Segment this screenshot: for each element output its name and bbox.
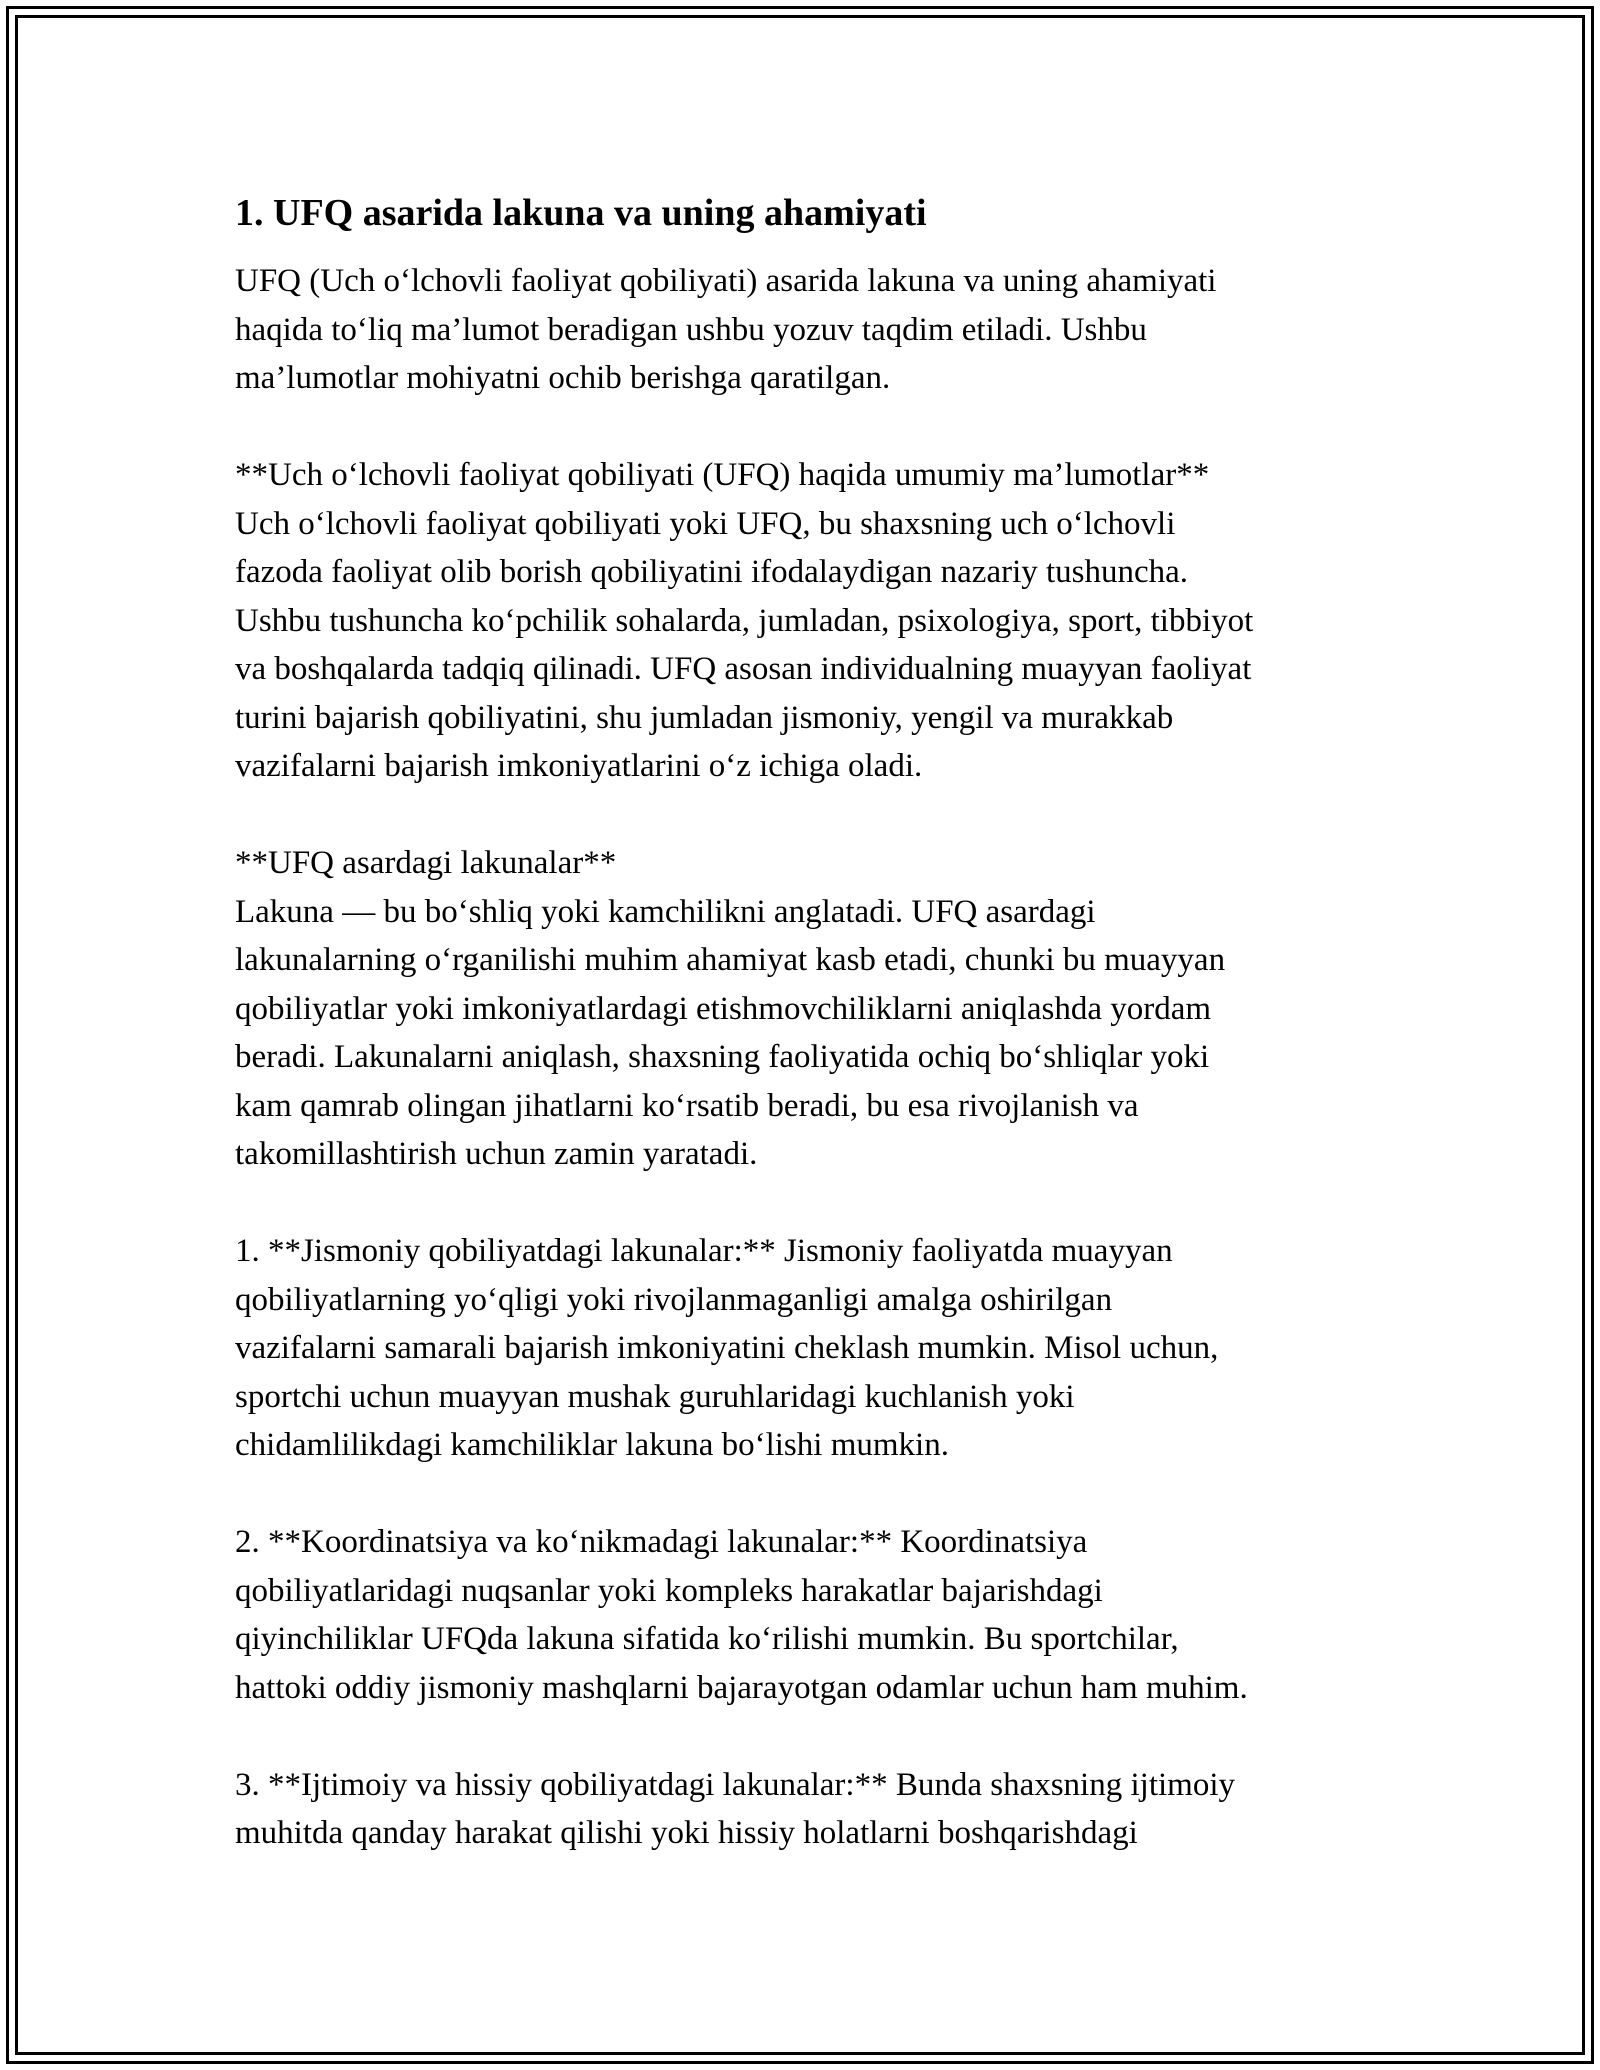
document-body — [235, 180, 1395, 1858]
paragraph-ufq-overview: **Uch o‘lchovli faoliyat qobiliyati (UFQ) haqida umumiy ma’lumotlar** Uch o‘lchovli faoliyat qobiliyati yoki UFQ, bu shaxsning uch o‘lchovli fazoda faoliyat olib borish qobiliyatini ifodalaydigan nazariy tushuncha. Ushbu tushuncha ko‘pchilik sohalarda, jumladan, psixologiya, sport, tibbiyot va boshqalarda tadqiq qilinadi. UFQ asosan individualning muayyan faoliyat turini bajarish qobiliyatini, shu jumladan jismoniy, yengil va murakkab vazifalarni bajarish imkoniyatlarini o‘z ichiga oladi. — [235, 457, 1254, 784]
paragraph-intro: UFQ (Uch o‘lchovli faoliyat qobiliyati) asarida lakuna va uning ahamiyati haqida to‘liq ma’lumot beradigan ushbu yozuv taqdim etiladi. Ushbu ma’lumotlar mohiyatni ochib berishga qaratilgan. — [235, 263, 1217, 396]
list-item-coordination-lacunae: 2. **Koordinatsiya va ko‘nikmadagi lakunalar:** Koordinatsiya qobiliyatlaridagi nuqsanlar yoki kompleks harakatlar bajarishdagi qiyinchiliklar UFQda lakuna sifatida ko‘rilishi mumkin. Bu sportchilar, hattoki oddiy jismoniy mashqlarni bajarayotgan odamlar uchun ham muhim. — [235, 1524, 1248, 1706]
document-heading: 1. UFQ asarida lakuna va uning ahamiyati — [235, 192, 927, 234]
list-item-social-emotional-lacunae: 3. **Ijtimoiy va hissiy qobiliyatdagi lakunalar:** Bunda shaxsning ijtimoiy muhitda qanday harakat qilishi yoki hissiy holatlarni boshqarishdagi — [235, 1766, 1235, 1851]
list-item-physical-lacunae: 1. **Jismoniy qobiliyatdagi lakunalar:** Jismoniy faoliyatda muayyan qobiliyatlarning yo‘qligi yoki rivojlanmaganligi amalga oshirilgan vazifalarni samarali bajarish imkoniyatini cheklash mumkin. Misol uchun, sportchi uchun muayyan mushak guruhlaridagi kuchlanish yoki chidamlilikdagi kamchiliklar lakuna bo‘lishi mumkin. — [235, 1233, 1219, 1463]
paragraph-ufq-lacunae: **UFQ asardagi lakunalar** Lakuna — bu bo‘shliq yoki kamchilikni anglatadi. UFQ asardagi lakunalarning o‘rganilishi muhim ahamiyat kasb etadi, chunki bu muayyan qobiliyatlar yoki imkoniyatlardagi etishmovchiliklarni aniqlashda yordam beradi. Lakunalarni aniqlash, shaxsning faoliyatida ochiq bo‘shliqlar yoki kam qamrab olingan jihatlarni ko‘rsatib beradi, bu esa rivojlanish va takomillashtirish uchun zamin yaratadi. — [235, 845, 1226, 1172]
